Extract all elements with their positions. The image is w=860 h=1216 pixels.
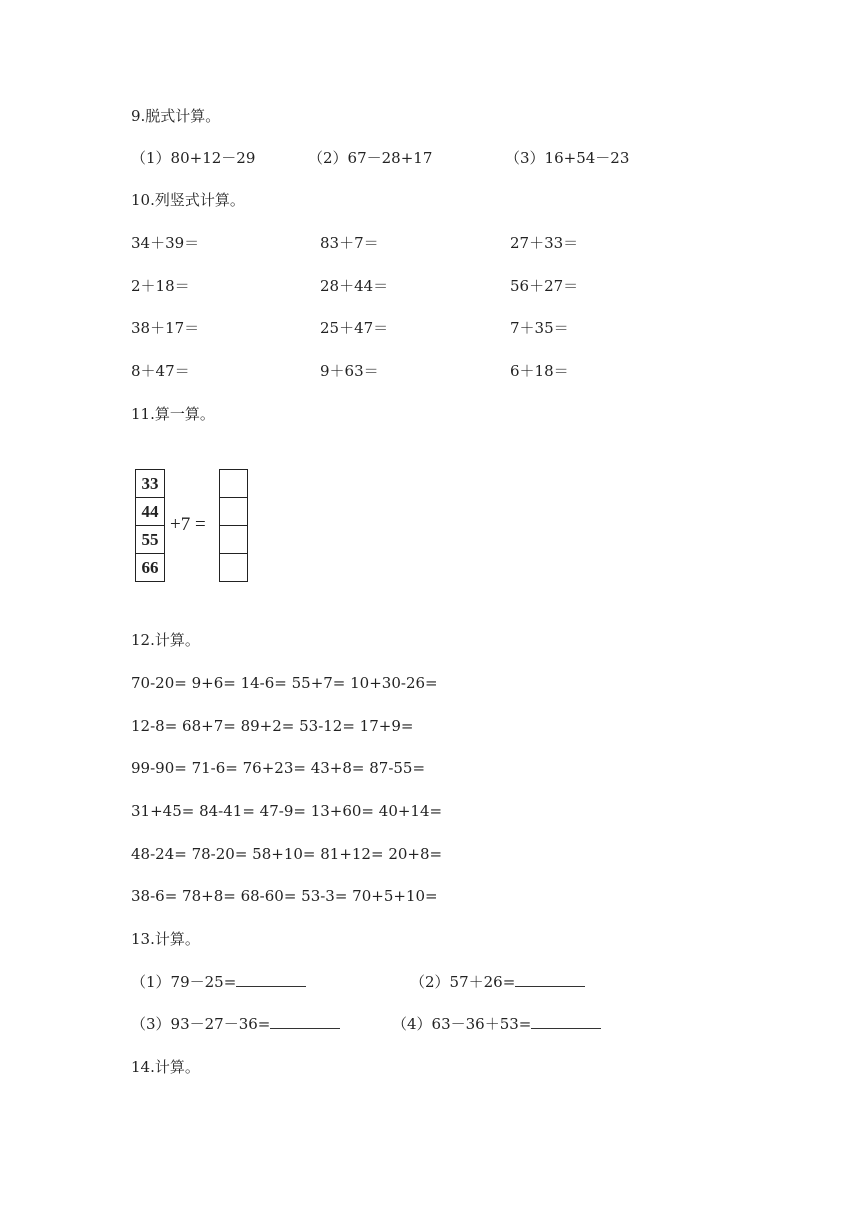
stack-number: 33 [136,470,164,498]
q13-item-3 [131,1014,340,1034]
answer-box[interactable] [220,470,247,498]
q10-cell: 9＋63＝ [320,362,379,380]
q10-cell: 7＋35＝ [510,319,569,337]
operator-plus-seven: +7 = [170,514,206,535]
answer-blank[interactable] [531,1014,601,1029]
q12-row: 99-90= 71-6= 76+23= 43+8= 87-55= [131,759,426,777]
answer-box[interactable] [220,526,247,554]
q14-title: 14.计算。 [131,1058,200,1076]
q12-title: 12.计算。 [131,631,200,649]
q13-title: 13.计算。 [131,930,200,948]
q10-cell: 25＋47＝ [320,319,389,337]
q10-cell: 27＋33＝ [510,234,579,252]
answer-box[interactable] [220,554,247,581]
answer-blank[interactable] [270,1014,340,1029]
answer-boxes [219,469,248,582]
answer-box[interactable] [220,498,247,526]
q12-row: 48-24= 78-20= 58+10= 81+12= 20+8= [131,845,443,863]
q11-title: 11.算一算。 [131,405,215,423]
q13-expression: （4）63－36＋53= [392,1015,532,1033]
q10-cell: 6＋18＝ [510,362,569,380]
q13-item-2 [410,972,585,992]
q13-expression: （2）57＋26= [410,973,516,991]
q12-row: 38-6= 78+8= 68-60= 53-3= 70+5+10= [131,887,438,905]
q9-title: 9.脱式计算。 [131,107,221,125]
q12-row: 31+45= 84-41= 47-9= 13+60= 40+14= [131,802,443,820]
q12-row: 12-8= 68+7= 89+2= 53-12= 17+9= [131,717,414,735]
q13-item-4 [392,1014,601,1034]
q10-cell: 83＋7＝ [320,234,379,252]
stack-number: 44 [136,498,164,526]
q10-cell: 38＋17＝ [131,319,200,337]
q10-cell: 28＋44＝ [320,277,389,295]
number-stack [135,469,165,582]
q13-expression: （3）93－27－36= [131,1015,271,1033]
answer-blank[interactable] [515,972,585,987]
q10-cell: 2＋18＝ [131,277,190,295]
q10-title: 10.列竖式计算。 [131,191,245,209]
q9-item-1: （1）80+12－29 [131,149,256,167]
q9-item-2: （2）67－28+17 [308,149,433,167]
q12-row: 70-20= 9+6= 14-6= 55+7= 10+30-26= [131,674,438,692]
q10-cell: 56＋27＝ [510,277,579,295]
q10-cell: 8＋47＝ [131,362,190,380]
q9-item-3: （3）16+54－23 [505,149,630,167]
q10-cell: 34＋39＝ [131,234,200,252]
q13-expression: （1）79－25= [131,973,237,991]
stack-number: 66 [141,557,159,577]
q13-item-1 [131,972,306,992]
answer-blank[interactable] [236,972,306,987]
stack-number: 55 [136,526,164,554]
